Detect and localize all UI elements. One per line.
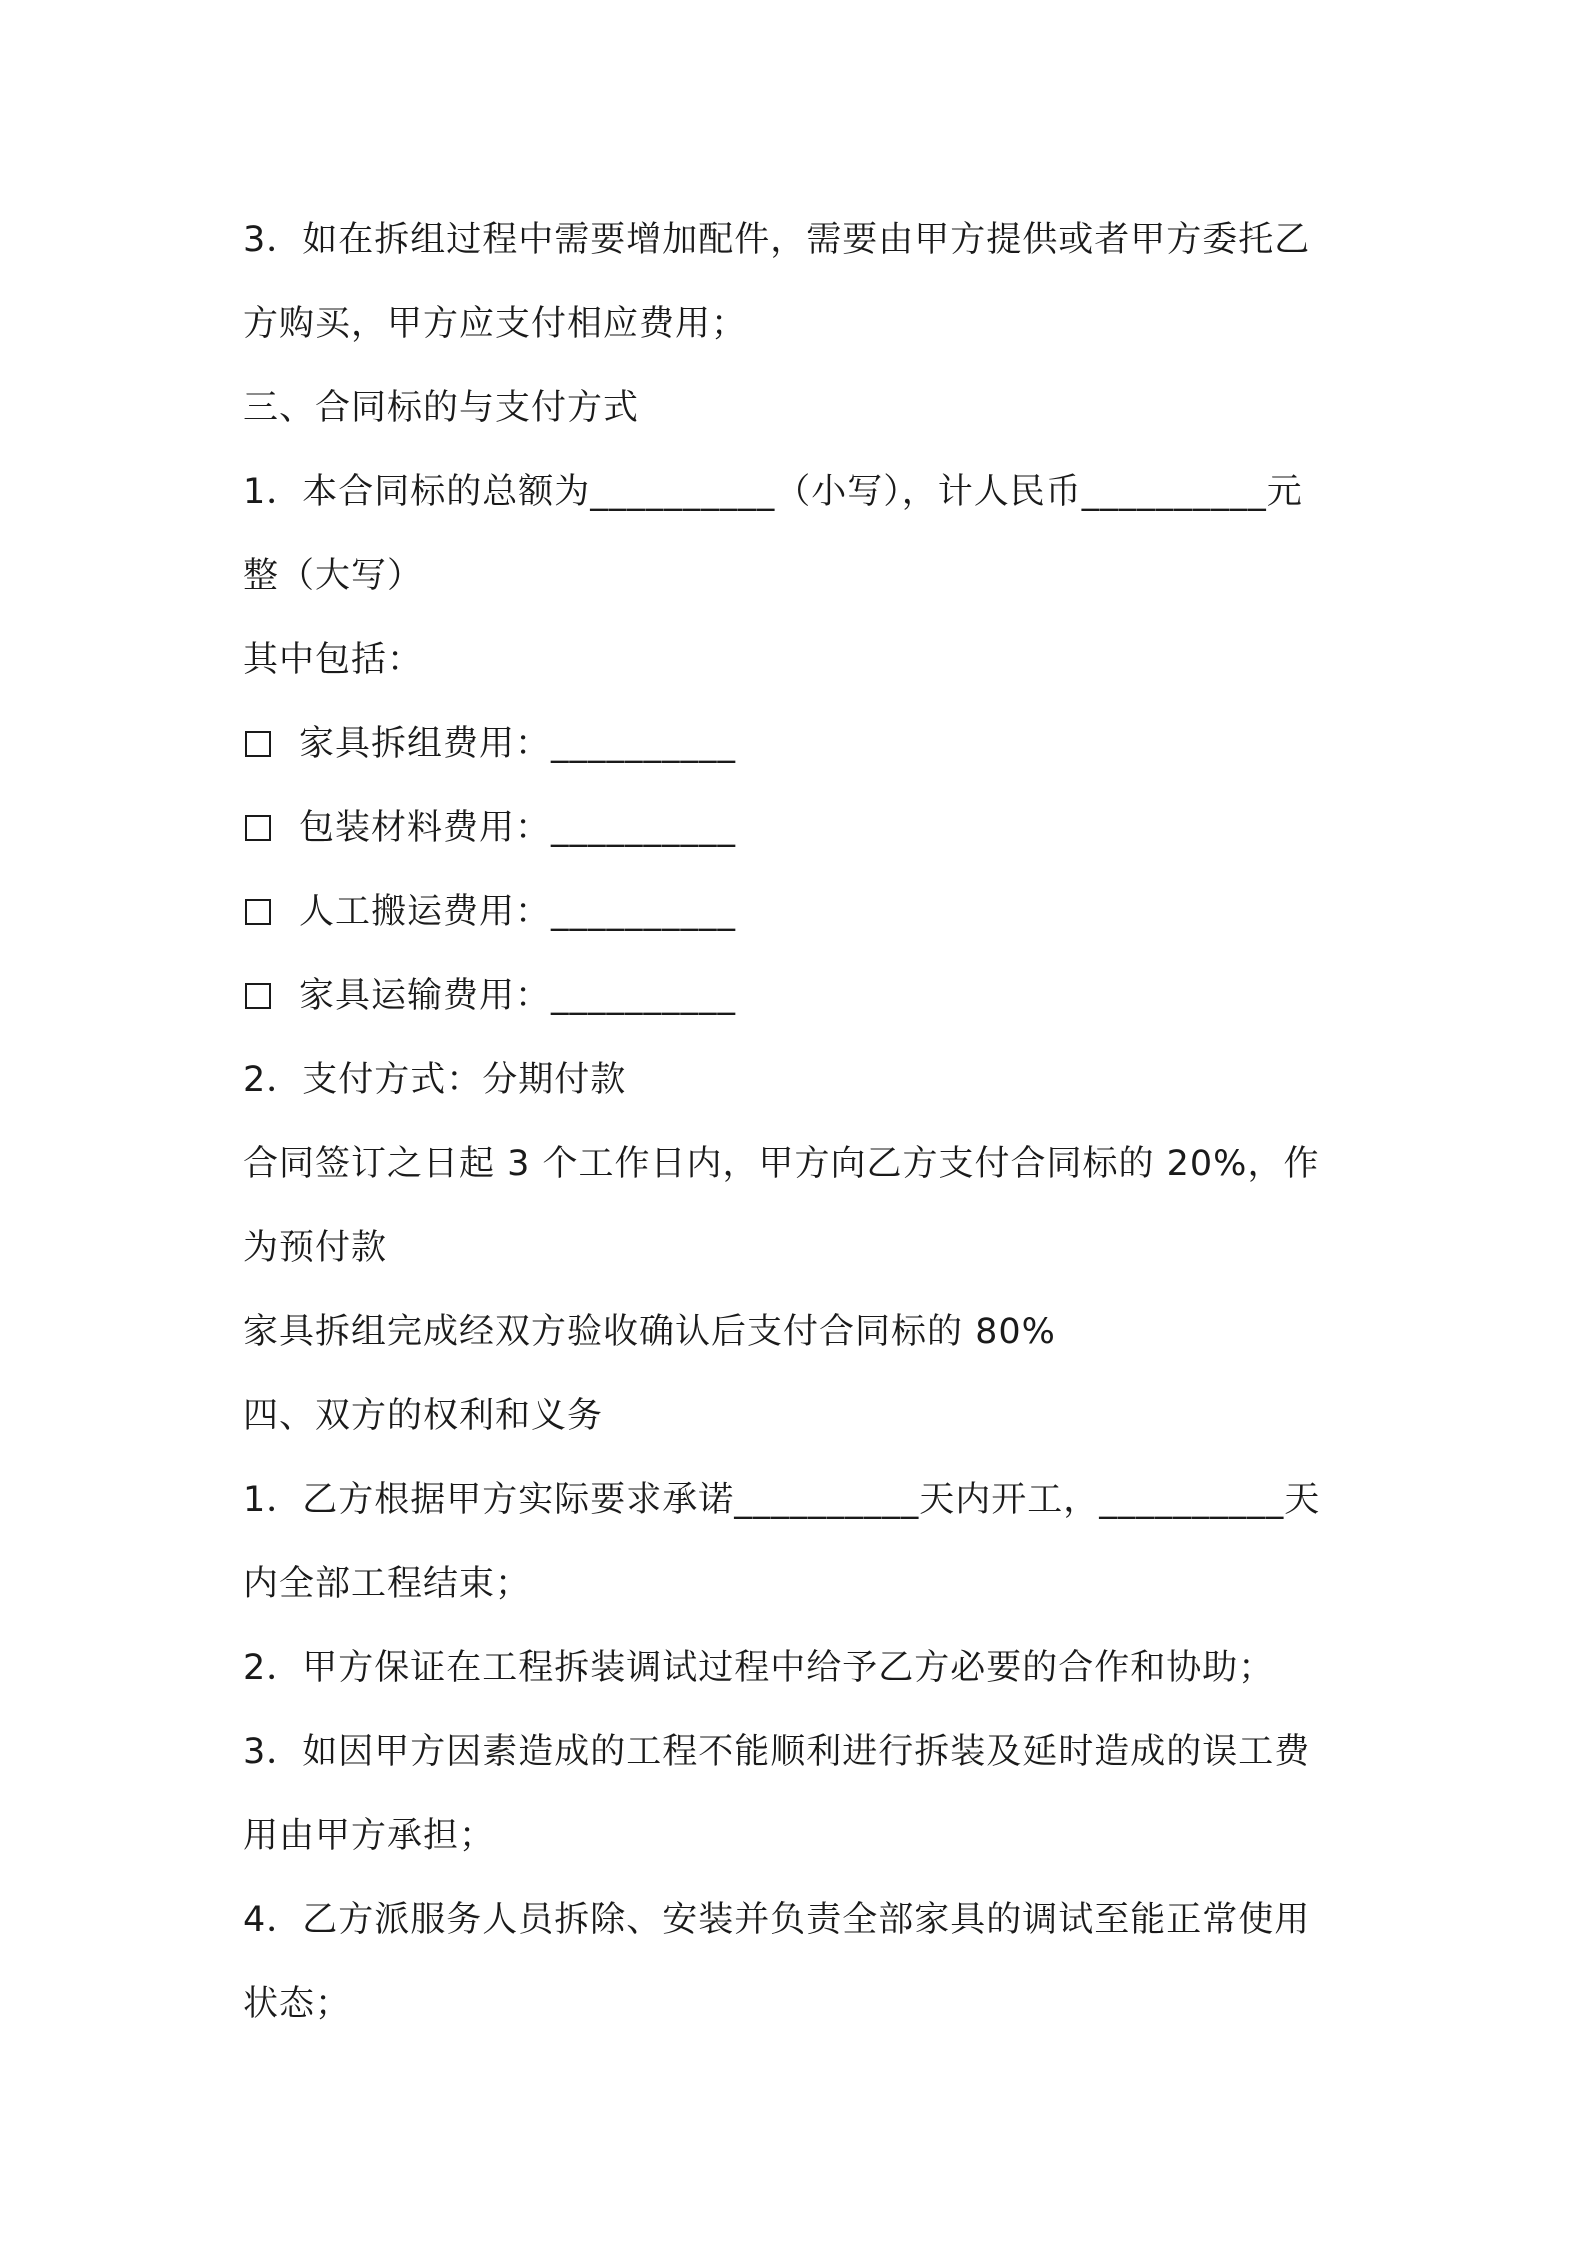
- prepayment-line-1: 合同签订之日起 3 个工作日内，甲方向乙方支付合同标的 20%，作: [243, 1144, 1320, 1184]
- obligation-4-line-1: 4．乙方派服务人员拆除、安装并负责全部家具的调试至能正常使用: [243, 1900, 1311, 1940]
- obligation-3-line-2: 用由甲方承担；: [243, 1816, 496, 1856]
- final-payment: 家具拆组完成经双方验收确认后支付合同标的 80%: [243, 1312, 1056, 1352]
- checklist-item-label: 人工搬运费用：__________: [299, 892, 737, 932]
- contract-amount-line-1: 1．本合同标的总额为__________（小写），计人民币__________元: [243, 472, 1303, 512]
- obligation-1-line-2: 内全部工程结束；: [243, 1564, 532, 1604]
- checklist-item-label: 家具运输费用：__________: [299, 976, 737, 1016]
- document-body: [243, 198, 1361, 2046]
- contract-amount-line-2: 整（大写）: [243, 556, 424, 596]
- checklist-item[interactable]: [243, 954, 1361, 1038]
- payment-method: 2．支付方式：分期付款: [243, 1060, 627, 1100]
- obligation-3-line-1: 3．如因甲方因素造成的工程不能顺利进行拆装及延时造成的误工费: [243, 1732, 1311, 1772]
- prepayment-line-2: 为预付款: [243, 1228, 388, 1268]
- section-3-heading: 三、合同标的与支付方式: [243, 388, 640, 428]
- checklist-item-label: 包装材料费用：__________: [299, 808, 737, 848]
- checklist-item[interactable]: [243, 786, 1361, 870]
- checklist-item-label: 家具拆组费用：__________: [299, 724, 737, 764]
- checklist-item[interactable]: [243, 870, 1361, 954]
- clause-3-line-1: 3．如在拆组过程中需要增加配件，需要由甲方提供或者甲方委托乙: [243, 220, 1311, 260]
- checkbox-icon[interactable]: [245, 731, 271, 757]
- obligation-4-line-2: 状态；: [243, 1984, 352, 2024]
- checkbox-icon[interactable]: [245, 815, 271, 841]
- section-4-heading: 四、双方的权利和义务: [243, 1396, 604, 1436]
- checklist-item[interactable]: [243, 702, 1361, 786]
- checkbox-icon[interactable]: [245, 983, 271, 1009]
- clause-3-line-2: 方购买，甲方应支付相应费用；: [243, 304, 748, 344]
- checkbox-icon[interactable]: [245, 899, 271, 925]
- obligation-2: 2．甲方保证在工程拆装调试过程中给予乙方必要的合作和协助；: [243, 1648, 1275, 1688]
- obligation-1-line-1: 1．乙方根据甲方实际要求承诺__________天内开工，__________天: [243, 1480, 1321, 1520]
- includes-label: 其中包括：: [243, 640, 424, 680]
